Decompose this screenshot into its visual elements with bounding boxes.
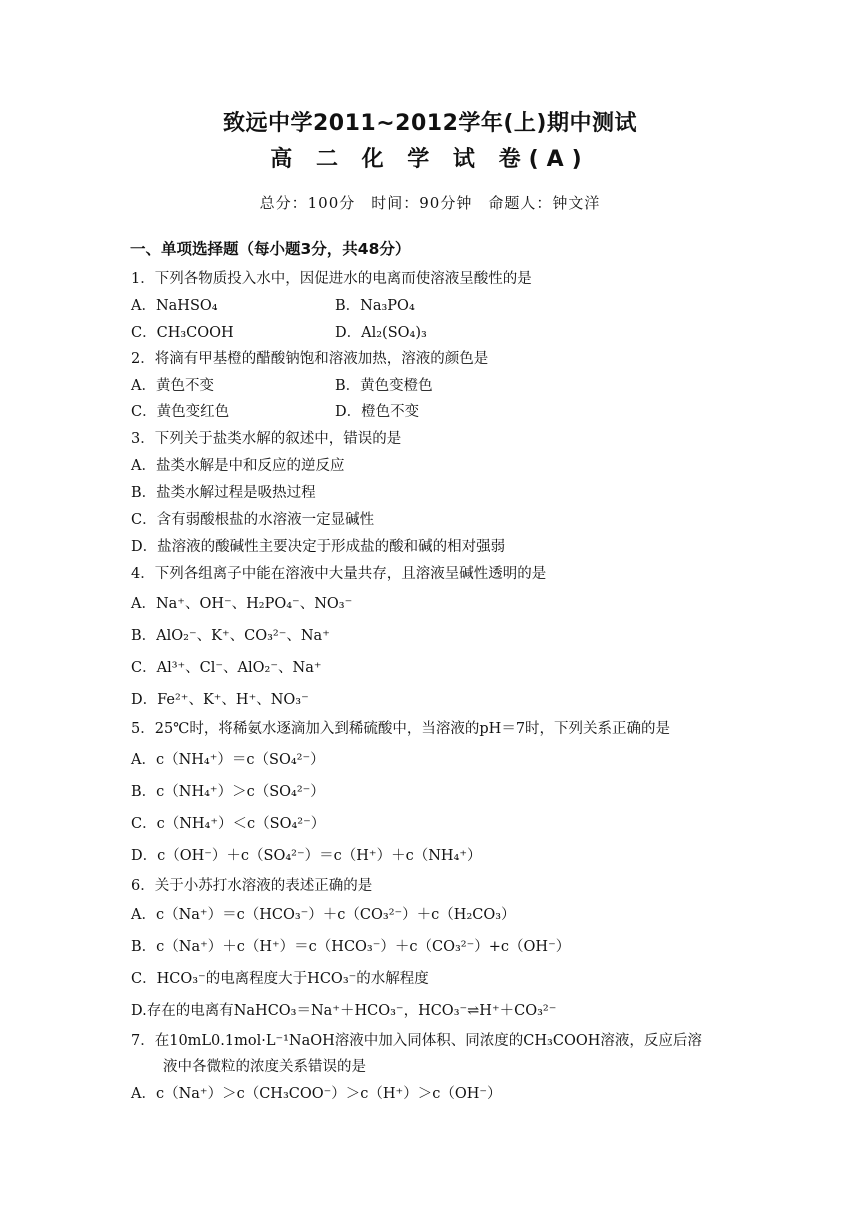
question-3-option-c: C．含有弱酸根盐的水溶液一定显碱性 [131,512,375,528]
question-5-option-d: D．c（OH⁻）＋c（SO₄²⁻）＝c（H⁺）＋c（NH₄⁺） [131,848,482,864]
question-6-option-b: B．c（Na⁺）＋c（H⁺）＝c（HCO₃⁻）＋c（CO₃²⁻）+c（OH⁻） [131,939,571,955]
exam-title: 致远中学2011~2012学年(上)期中测试 [222,111,637,136]
question-7-option-a: A．c（Na⁺）＞c（CH₃COO⁻）＞c（H⁺）＞c（OH⁻） [131,1086,502,1102]
question-5-option-a: A．c（NH₄⁺）＝c（SO₄²⁻） [131,752,325,768]
question-2-option-d: D．橙色不变 [335,404,420,420]
question-4-stem: 4．下列各组离子中能在溶液中大量共存，且溶液呈碱性透明的是 [131,566,547,582]
question-1-stem: 1．下列各物质投入水中，因促进水的电离而使溶液呈酸性的是 [131,271,532,287]
section-heading: 一、单项选择题（每小题3分，共48分） [130,240,411,258]
question-2-option-c: C．黄色变红色 [131,404,230,420]
question-3-stem: 3．下列关于盐类水解的叙述中，错误的是 [131,431,402,447]
question-7-stem-line1: 7．在10mL0.1mol·L⁻¹NaOH溶液中加入同体积、同浓度的CH₃COOH溶液，反应后溶 [131,1033,702,1049]
question-4-option-c: C．Al³⁺、Cl⁻、AlO₂⁻、Na⁺ [131,660,322,676]
exam-subtitle: 高 二 化 学 试 卷(A) [270,147,590,172]
question-1-option-d: D．Al₂(SO₄)₃ [335,325,427,341]
question-1-option-b: B．Na₃PO₄ [335,298,415,314]
question-2-stem: 2．将滴有甲基橙的醋酸钠饱和溶液加热，溶液的颜色是 [131,351,489,367]
question-4-option-d: D．Fe²⁺、K⁺、H⁺、NO₃⁻ [131,692,309,708]
question-6-option-d: D.存在的电离有NaHCO₃＝Na⁺＋HCO₃⁻，HCO₃⁻⇌H⁺＋CO₃²⁻ [131,1003,557,1019]
question-5-option-c: C．c（NH₄⁺）＜c（SO₄²⁻） [131,816,326,832]
question-7-stem-line2: 液中各微粒的浓度关系错误的是 [163,1059,366,1075]
question-2-option-a: A．黄色不变 [131,378,214,394]
question-6-option-a: A．c（Na⁺）＝c（HCO₃⁻）＋c（CO₃²⁻）＋c（H₂CO₃） [131,907,516,923]
question-4-option-a: A．Na⁺、OH⁻、H₂PO₄⁻、NO₃⁻ [131,596,353,612]
question-6-option-c: C．HCO₃⁻的电离程度大于HCO₃⁻的水解程度 [131,971,429,987]
question-5-option-b: B．c（NH₄⁺）＞c（SO₄²⁻） [131,784,325,800]
question-4-option-b: B．AlO₂⁻、K⁺、CO₃²⁻、Na⁺ [131,628,330,644]
exam-info: 总分：100分 时间：90分钟 命题人：钟文洋 [259,194,601,212]
question-3-option-d: D．盐溶液的酸碱性主要决定于形成盐的酸和碱的相对强弱 [131,539,506,555]
question-2-option-b: B．黄色变橙色 [335,378,433,394]
question-6-stem: 6．关于小苏打水溶液的表述正确的是 [131,878,373,894]
question-3-option-a: A．盐类水解是中和反应的逆反应 [131,458,345,474]
question-1-option-c: C．CH₃COOH [131,325,234,341]
question-5-stem: 5．25℃时，将稀氨水逐滴加入到稀硫酸中，当溶液的pH＝7时，下列关系正确的是 [131,721,671,737]
question-3-option-b: B．盐类水解过程是吸热过程 [131,485,316,501]
question-1-option-a: A．NaHSO₄ [131,298,218,314]
